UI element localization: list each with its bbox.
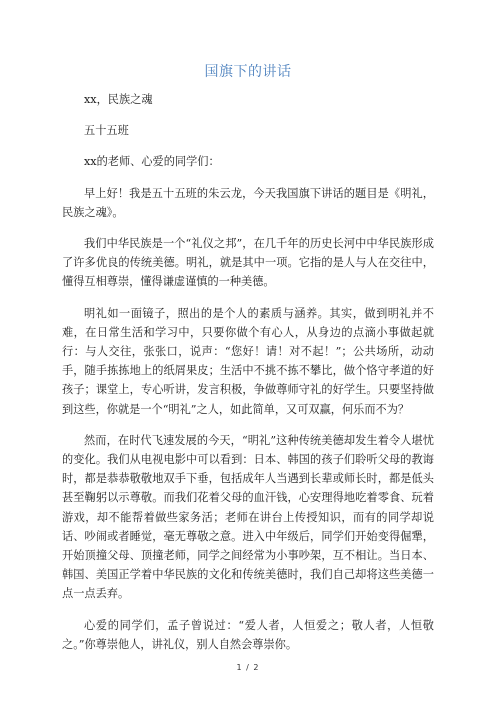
paragraph-body: 然而，在时代飞速发展的今天，“明礼”这种传统美德却发生着令人堪忧的变化。我们从电视电影中可以看到：日本、韩国的孩子们聆听父母的教诲时，都是恭恭敬敬地双手下垂，包括成年人当遇到长辈或师长时，都是低头甚至鞠躬以示尊敬。而我们花着父母的血汗钱，心安理得地吃着零食、玩着游戏，却不能帮着做些家务活；老师在讲台上传授知识，而有的同学却说话、吵闹或者睡觉，毫无尊敬之意。进入中年级后，同学们开始变得倔犟，开始顶撞父母、顶撞老师，同学之间经常为小事吵架，互不相让。当日本、韩国、美国正学着中华民族的文化和传统美德时，我们自己却将这些美德一点一点丢弃。 — [62, 433, 434, 601]
document-body — [62, 90, 434, 666]
paragraph-body: 我们中华民族是一个“礼仪之邦”，在几千年的历史长河中中华民族形成了许多优良的传统美德。明礼，就是其中一项。它指的是人与人在交往中，懂得互相尊崇，懂得谦虚谨慎的一种美德。 — [62, 237, 434, 289]
page-indicator: 1 / 2 — [236, 663, 260, 672]
paragraph-salutation: xx的老师、心爱的同学们： — [84, 155, 220, 169]
paragraph-body: 明礼如一面镜子，照出的是个人的素质与涵养。其实，做到明礼并不难，在日常生活和学习中，只要你做个有心人，从身边的点滴小事做起就行：与人交往，张张口，说声：“您好！请！对不起！”；公共场所，动动手，随手拣拣地上的纸屑果皮；生活中不挑不拣不攀比，做个恪守孝道的好孩子；课堂上，专心听讲，发言积极，争做尊师守礼的好学生。只要坚持做到这些，你就是一个“明礼”之人，如此简单，又可双赢，何乐而不为？ — [62, 306, 434, 416]
paragraph-subtitle: xx，民族之魂 — [84, 93, 153, 106]
document-title: 国旗下的讲话 — [204, 64, 292, 80]
paragraph-class: 五十五班 — [84, 124, 129, 138]
paragraph-greeting: 早上好！我是五十五班的朱云龙，今天我国旗下讲话的题目是《明礼，民族之魂》。 — [62, 186, 434, 219]
paragraph-body: 心爱的同学们，孟子曾说过：“爱人者，人恒爱之；敬人者，人恒敬之。”你尊崇他人，讲礼仪，别人自然会尊崇你。 — [62, 618, 434, 651]
